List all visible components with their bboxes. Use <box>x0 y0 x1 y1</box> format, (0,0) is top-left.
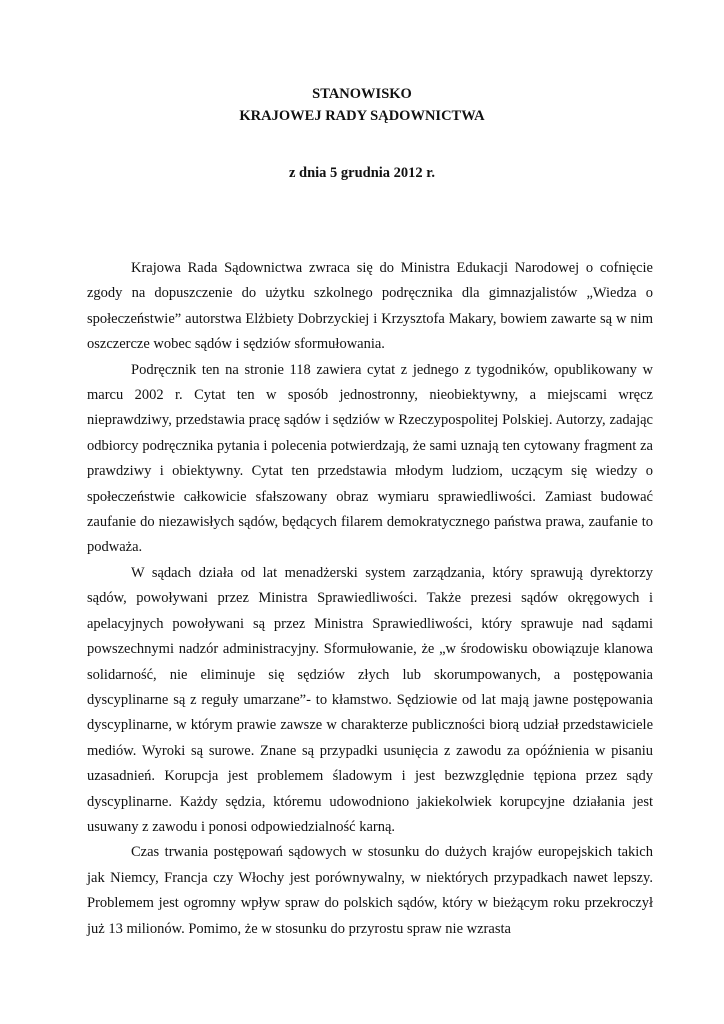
paragraph: Krajowa Rada Sądownictwa zwraca się do Ministra Edukacji Narodowej o cofnięcie zgody na dopuszczenie do użytku szkolnego podręcznika dla gimnazjalistów „Wiedza o społeczeństwie” autorstwa Elżbiety Dobrzyckiej i Krzysztofa Makary, bowiem zawarte są w nim oszczercze wobec sądów i sędziów sformułowania. <box>87 260 653 353</box>
paragraph: W sądach działa od lat menadżerski system zarządzania, który sprawują dyrektorzy sądów, powoływani przez Ministra Sprawiedliwości. Także prezesi sądów okręgowych i apelacyjnych powoływani są przez Ministra Sprawiedliwości, który sprawuje nad sądami powszechnymi nadzór administracyjny. Sformułowanie, że „w środowisku obowiązuje klanowa solidarność, nie eliminuje się sędziów złych lub skorumpowanych, a postępowania dyscyplinarne są z reguły umarzane”- to kłamstwo. Sędziowie od lat mają jawne postępowania dyscyplinarne, w którym prawie zawsze w charakterze publiczności biorą udział przedstawiciele mediów. Wyroki są surowe. Znane są przypadki usunięcia z zawodu za opóźnienia w pisaniu uzasadnień. Korupcja jest problemem śladowym i jest bezwzględnie tępiona przez sądy dyscyplinarne. Każdy sędzia, któremu udowodniono jakiekolwiek korupcyjne działania jest usuwany z zawodu i ponosi odpowiedzialność karną. <box>87 564 653 835</box>
paragraph: Czas trwania postępowań sądowych w stosunku do dużych krajów europejskich takich jak Niemcy, Francja czy Włochy jest porównywalny, w niektórych przypadkach nawet lepszy. Problemem jest ogromny wpływ spraw do polskich sądów, który w bieżącym roku przekroczył już 13 milionów. Pomimo, że w stosunku do przyrostu spraw nie wzrasta <box>87 844 653 937</box>
document-title: STANOWISKO <box>312 86 412 102</box>
document-date: z dnia 5 grudnia 2012 r. <box>288 165 436 181</box>
document-body <box>87 256 653 942</box>
paragraph: Podręcznik ten na stronie 118 zawiera cytat z jednego z tygodników, opublikowany w marcu 2002 r. Cytat ten w sposób jednostronny, nieobiektywny, a miejscami wręcz nieprawdziwy, przedstawia pracę sądów i sędziów w Rzeczypospolitej Polskiej. Autorzy, zadając odbiorcy podręcznika pytania i polecenia potwierdzają, że sami uznają ten cytowany fragment za prawdziwy i obiektywny. Cytat ten przedstawia młodym ludziom, uczącym się wiedzy o społeczeństwie całkowicie sfałszowany obraz wymiaru sprawiedliwości. Zamiast budować zaufanie do niezawisłych sądów, będących filarem demokratycznego państwa prawa, zaufanie to podważa. <box>87 361 653 556</box>
document-issuer: KRAJOWEJ RADY SĄDOWNICTWA <box>239 108 485 124</box>
